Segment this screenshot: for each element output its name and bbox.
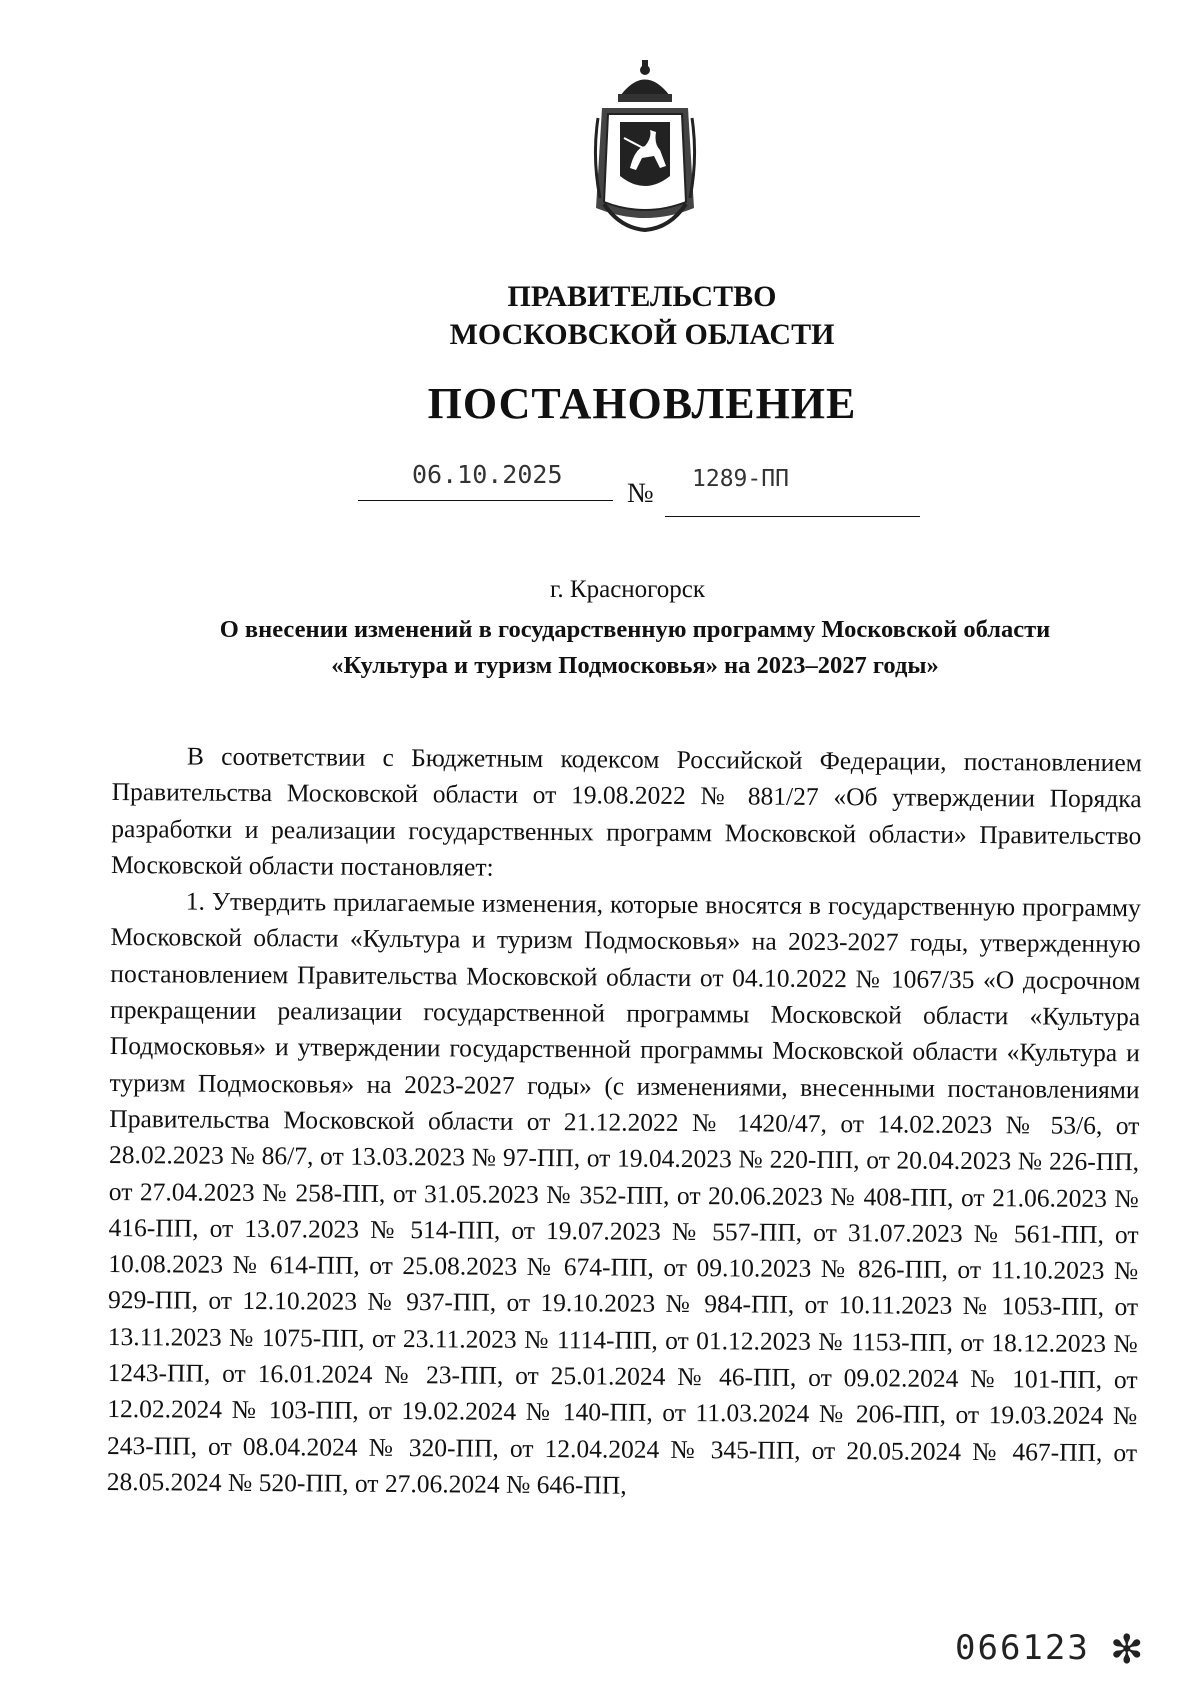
city: г. Красногорск [550, 576, 706, 603]
document-body [107, 738, 1142, 1507]
document-date: 06.10.2025 [412, 460, 563, 489]
org-name-line2: МОСКОВСКОЙ ОБЛАСТИ [449, 318, 835, 351]
coat-of-arms-icon [590, 58, 700, 238]
star-mark: ✻ [1110, 1627, 1144, 1672]
body-paragraph-2: 1. Утвердить прилагаемые изменения, которые вносятся в государственную программу Московской области «Культура и туризм Подмосковья» на 2023-2027 годы, утвержденную постановлением Правительства Московской области от 04.10.2022 № 1067/35 «О досрочном прекращении реализации государственной программы Московской области «Культура Подмосковья» и утверждении государственной программы Московской области «Культура и туризм Подмосковья» на 2023-2027 годы» (с изменениями, внесенными постановлениями Правительства Московской области от 21.12.2022 № 1420/47, от 14.02.2023 № 53/6, от 28.02.2023 № 86/7, от 13.03.2023 № 97-ПП, от 19.04.2023 № 220-ПП, от 20.04.2023 № 226-ПП, от 27.04.2023 № 258-ПП, от 31.05.2023 № 352-ПП, от 20.06.2023 № 408-ПП, от 21.06.2023 № 416-ПП, от 13.07.2023 № 514-ПП, от 19.07.2023 № 557-ПП, от 31.07.2023 № 561-ПП, от 10.08.2023 № 614-ПП, от 25.08.2023 № 674-ПП, от 09.10.2023 № 826-ПП, от 11.10.2023 № 929-ПП, от 12.10.2023 № 937-ПП, от 19.10.2023 № 984-ПП, от 10.11.2023 № 1053-ПП, от 13.11.2023 № 1075-ПП, от 23.11.2023 № 1114-ПП, от 01.12.2023 № 1153-ПП, от 18.12.2023 № 1243-ПП, от 16.01.2024 № 23-ПП, от 25.01.2024 № 46-ПП, от 09.02.2024 № 101-ПП, от 12.02.2024 № 103-ПП, от 19.02.2024 № 140-ПП, от 11.03.2024 № 206-ПП, от 19.03.2024 № 243-ПП, от 08.04.2024 № 320-ПП, от 12.04.2024 № 345-ПП, от 20.05.2024 № 467-ПП, от 28.05.2024 № 520-ПП, от 27.06.2024 № 646-ПП, [106, 886, 1141, 1500]
date-underline [358, 500, 613, 501]
number-underline [665, 516, 920, 517]
serial-number: 066123 [955, 1628, 1090, 1668]
number-sign: № [627, 478, 654, 509]
document-number: 1289-ПП [692, 466, 789, 492]
org-name-line1: ПРАВИТЕЛЬСТВО [507, 280, 777, 313]
document-title: О внесении изменений в государственную программу Московской области «Культура и туризм Подмосковья» на 2023–2027 годы» [219, 616, 1051, 679]
body-paragraph-1: В соответствии с Бюджетным кодексом Российской Федерации, постановлением Правительства Московской области от 19.08.2022 № 881/27 «Об утверждении Порядка разработки и реализации государственных программ Московской области» Правительство Московской области постановляет: [111, 741, 1142, 882]
document-type: ПОСТАНОВЛЕНИЕ [427, 379, 857, 428]
